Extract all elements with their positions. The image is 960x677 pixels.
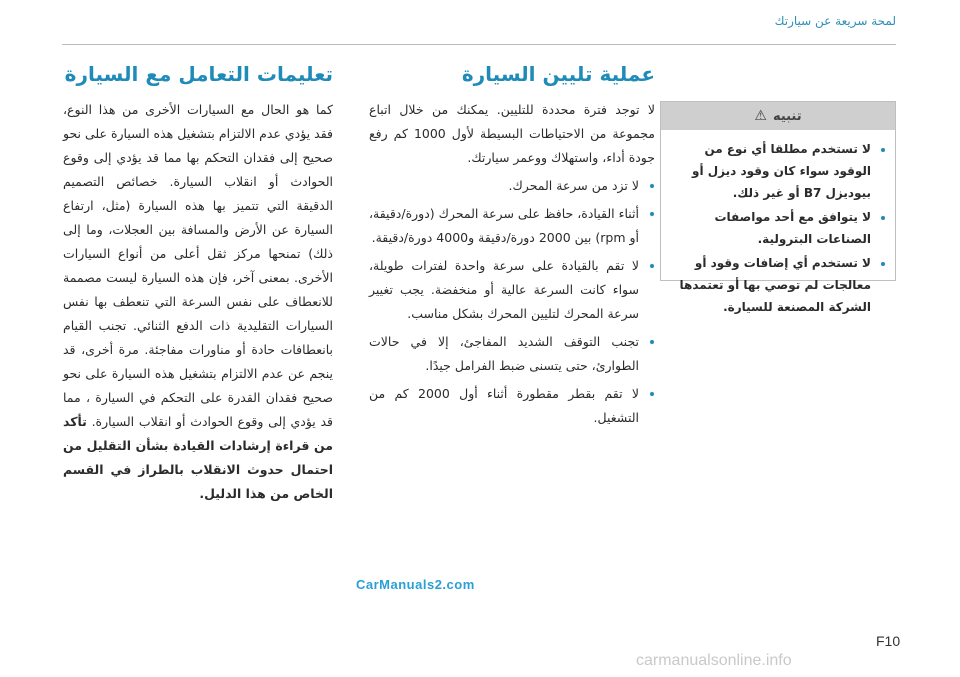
break-in-title: عملية تليين السيارة (461, 62, 655, 86)
break-in-intro: لا توجد فترة محددة للتليين. يمكنك من خلال اتباع مجموعة من الاحتياطات البسيطة لأول 1000 كم رفع جودة أداء، واستهلاك ووعمر سيارتك. (369, 102, 655, 165)
break-in-item: • أثناء القيادة، حافظ على سرعة المحرك (دورة/دقيقة، أو rpm) بين 2000 دورة/دقيقة و4000 دورة/دقيقة. (369, 202, 639, 250)
notice-item: • لا تستخدم مطلقا أي نوع من الوقود سواء كان وقود ديزل أو بيوديزل B7 أو غير ذلك. (669, 138, 871, 204)
header-divider (62, 44, 896, 45)
break-in-item: • لا تزد من سرعة المحرك. (369, 174, 639, 198)
notice-item: • لا تستخدم أي إضافات وقود أو معالجات لم توصي بها أو تعتمدها الشركة المصنعة للسيارة. (669, 252, 871, 318)
break-in-section (369, 62, 655, 434)
break-in-list (369, 174, 655, 430)
handling-title: تعليمات التعامل مع السيارة (64, 62, 333, 86)
break-in-item: • تجنب التوقف الشديد المفاجئ، إلا في حالات الطوارئ، حتى يتسنى ضبط الفرامل جيدًا. (369, 330, 639, 378)
handling-section (63, 62, 333, 510)
break-in-item: • لا تقم بالقيادة على سرعة واحدة لفترات طويلة، سواء كانت السرعة عالية أو منخفضة. يجب تغيير سرعة المحرك لتليين المحرك بشكل مناسب. (369, 254, 639, 326)
watermark: CarManuals2.com (356, 577, 475, 592)
notice-list (669, 138, 885, 318)
notice-title: تنبيه (772, 108, 802, 124)
page-number: F10 (876, 633, 901, 649)
break-in-item: • لا تقم بقطر مقطورة أثناء أول 2000 كم من التشغيل. (369, 382, 639, 430)
notice-item: • لا يتوافق مع أحد مواصفات الصناعات البترولية. (669, 206, 871, 250)
site-watermark: carmanualsonline.info (636, 652, 792, 669)
handling-body (63, 98, 333, 506)
notice-header (661, 102, 895, 130)
warning-triangle-icon: ⚠ (754, 108, 767, 124)
handling-text: كما هو الحال مع السيارات الأخرى من هذا النوع، فقد يؤدي عدم الالتزام بتشغيل هذه السيارة على نحو صحيح إلى فقدان التحكم بها مما قد يؤدي إلى وقوع الحوادث أو انقلاب السيارة. خصائص التصميم الدقيقة التي تتميز بها هذه السيارة (مثل، ارتفاع السيارة عن الأرض والمسافة بين العجلات، وما إلى ذلك) تمنحها مركز ثقل أعلى من أنواع السيارات الأخرى. بمعنى آخر، فإن هذه السيارة ليست مصممة للانعطاف على نفس السرعة التي تنعطف بها نفس السيارات التقليدية ذات الدفع الثنائي. تجنب القيام بانعطافات حادة أو مناورات مفاجئة. مرة أخرى، قد ينجم عن عدم الالتزام بتشغيل هذه السيارة على نحو صحيح فقدان القدرة على التحكم في السيارة ، مما قد يؤدي إلى وقوع الحوادث أو انقلاب السيارة. (63, 102, 333, 429)
handling-warning-text: تأكد من قراءة إرشادات القيادة بشأن التقليل من احتمال حدوث الانقلاب بالطراز في القسم الخاص من هذا الدليل. (63, 414, 333, 501)
section-header: لمحة سريعة عن سيارتك (774, 14, 896, 28)
notice-box (660, 101, 896, 314)
